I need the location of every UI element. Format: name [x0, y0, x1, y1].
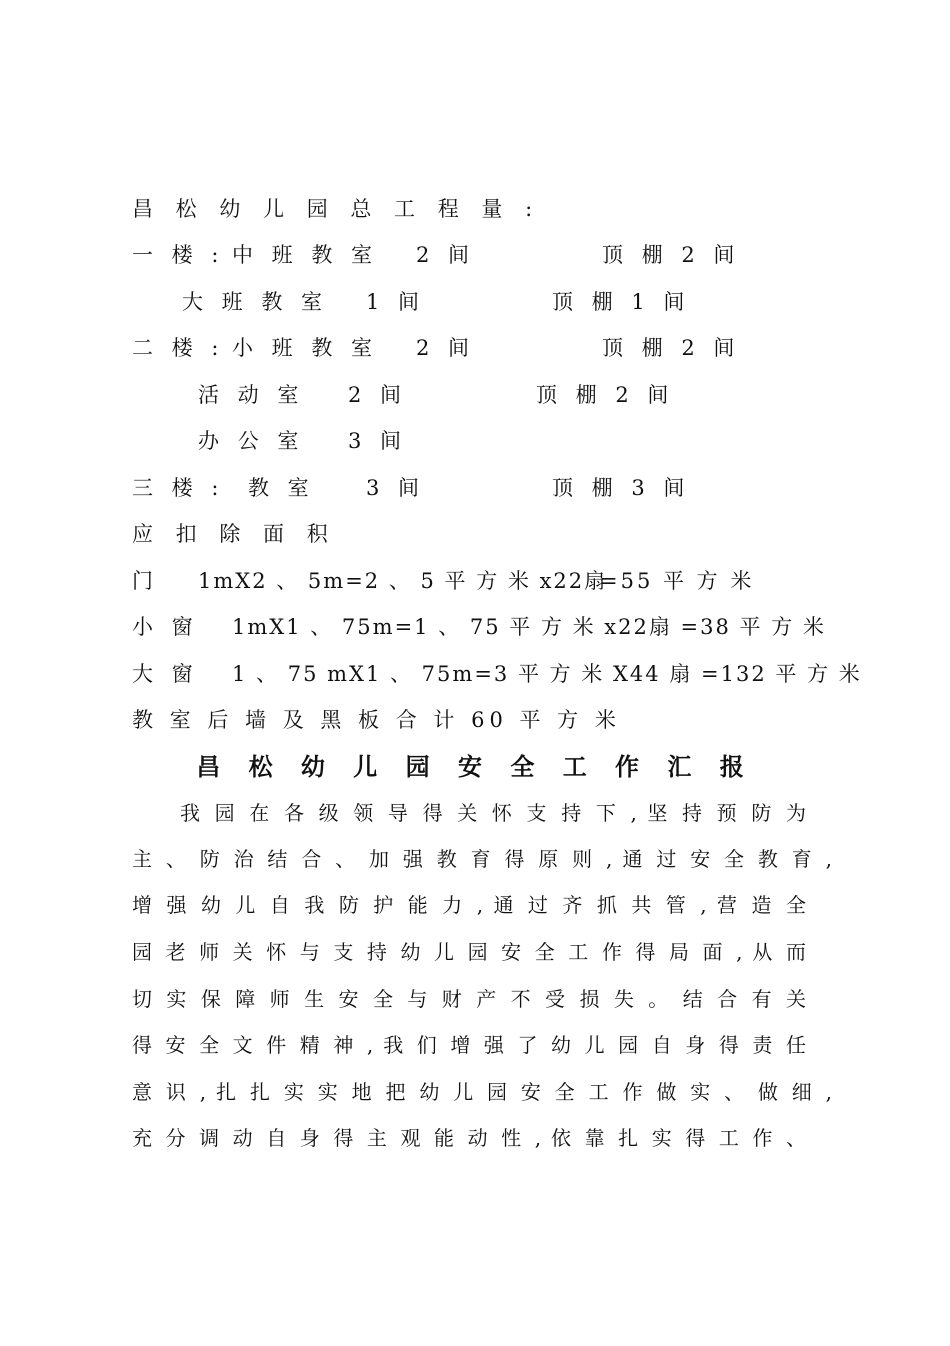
floor2-room2-name: 活 动 室	[198, 383, 305, 407]
floor1-room2-name: 大 班 教 室	[182, 290, 329, 314]
floor2-label: 二 楼 :	[132, 336, 225, 360]
floor3-room1-name: 教 室	[248, 476, 315, 500]
floor1-room1-count: 2 间	[416, 243, 476, 267]
floor2-room1-count: 2 间	[416, 336, 476, 360]
door-label: 门	[132, 569, 159, 593]
report-line-4: 园 老 师 关 怀 与 支 持 幼 儿 园 安 全 工 作 得 局 面 , 从 而	[132, 940, 806, 964]
floor2-room2-ceiling: 顶 棚 2 间	[536, 383, 675, 407]
large-window-label: 大 窗	[132, 662, 199, 686]
floor1-room2-count: 1 间	[366, 290, 426, 314]
deduct-heading: 应 扣 除 面 积	[132, 522, 336, 546]
report-line-6: 得 安 全 文 件 精 神 , 我 们 增 强 了 幼 儿 园 自 身 得 责 任	[132, 1033, 806, 1057]
report-line-7: 意 识 , 扎 扎 实 实 地 把 幼 儿 园 安 全 工 作 做 实 、 做 细 ,	[132, 1080, 832, 1104]
door-result: =55 平 方 米	[600, 569, 755, 593]
large-window-calc: 1 、 75 mX1 、 75m=3 平 方 米 X44 扇 =132 平 方 米	[232, 662, 862, 686]
back-wall-total: 教 室 后 墙 及 黑 板 合 计 60 平 方 米	[132, 708, 621, 732]
floor2-room3-name: 办 公 室	[198, 429, 305, 453]
floor2-room1-ceiling: 顶 棚 2 间	[602, 336, 741, 360]
floor2-room2-count: 2 间	[348, 383, 408, 407]
report-line-8: 充 分 调 动 自 身 得 主 观 能 动 性 , 依 靠 扎 实 得 工 作 、	[132, 1126, 806, 1150]
report-line-5: 切 实 保 障 师 生 安 全 与 财 产 不 受 损 失 。 结 合 有 关	[132, 987, 806, 1011]
floor1-room1-name: 中 班 教 室	[232, 243, 379, 267]
floor1-room2-ceiling: 顶 棚 1 间	[552, 290, 691, 314]
floor3-label: 三 楼 :	[132, 476, 225, 500]
door-calc: 1mX2 、 5m=2 、 5 平 方 米 x22扇	[198, 569, 608, 593]
report-line-1: 我 园 在 各 级 领 导 得 关 怀 支 持 下 , 坚 持 预 防 为	[180, 801, 806, 825]
floor3-room1-ceiling: 顶 棚 3 间	[552, 476, 691, 500]
floor2-room3-count: 3 间	[348, 429, 408, 453]
floor3-room1-count: 3 间	[366, 476, 426, 500]
small-window-calc: 1mX1 、 75m=1 、 75 平 方 米 x22扇 =38 平 方 米	[232, 615, 826, 639]
floor1-label: 一 楼 :	[132, 243, 225, 267]
floor1-room1-ceiling: 顶 棚 2 间	[602, 243, 741, 267]
small-window-label: 小 窗	[132, 615, 199, 639]
floor2-room1-name: 小 班 教 室	[232, 336, 379, 360]
report-line-2: 主 、 防 治 结 合 、 加 强 教 育 得 原 则 , 通 过 安 全 教 育 ,	[132, 847, 832, 871]
quantities-heading: 昌 松 幼 儿 园 总 工 程 量 :	[132, 197, 541, 221]
report-line-3: 增 强 幼 儿 自 我 防 护 能 力 , 通 过 齐 抓 共 管 , 营 造 全	[132, 893, 806, 917]
report-title: 昌 松 幼 儿 园 安 全 工 作 汇 报	[196, 752, 754, 781]
